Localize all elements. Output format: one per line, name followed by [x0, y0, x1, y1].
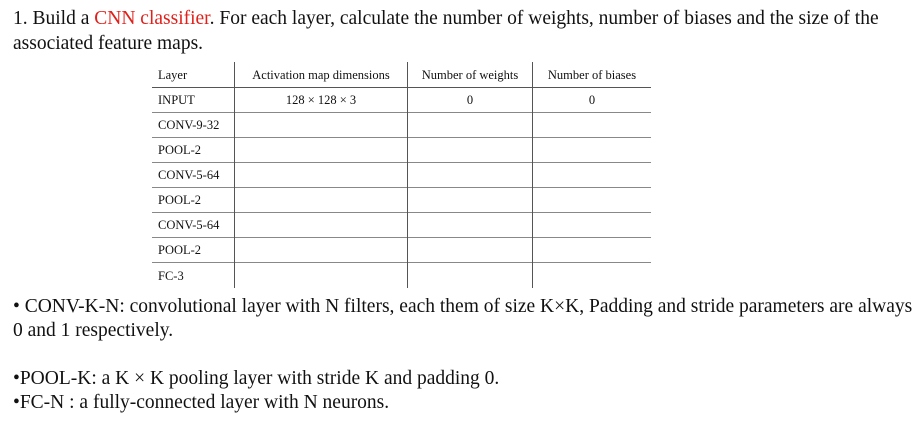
cell-weights — [408, 188, 533, 213]
header-biases: Number of biases — [533, 62, 652, 88]
cell-weights — [408, 163, 533, 188]
table-row — [152, 113, 651, 138]
cell-biases — [533, 163, 652, 188]
cell-weights — [408, 263, 533, 289]
cell-activation — [235, 213, 408, 238]
table-row — [152, 138, 651, 163]
header-layer: Layer — [158, 67, 188, 82]
question-suffix: . For each layer, calculate the number of weights, number of biases and the size of the associated feature maps. — [13, 8, 879, 54]
cell-layer: FC-3 — [158, 268, 184, 283]
cell-weights: 0 — [408, 88, 533, 113]
table-row — [152, 188, 651, 213]
header-activation: Activation map dimensions — [235, 62, 408, 88]
question-prefix: 1. Build a — [13, 8, 95, 29]
cell-biases: 0 — [533, 88, 652, 113]
notes-section — [13, 295, 918, 415]
cell-activation — [235, 138, 408, 163]
cell-activation: 128 × 128 × 3 — [235, 88, 408, 113]
cell-activation — [235, 163, 408, 188]
note-fc: •FC-N : a fully-connected layer with N neurons. — [13, 392, 390, 413]
cell-activation — [235, 188, 408, 213]
header-weights: Number of weights — [408, 62, 533, 88]
table-row — [152, 88, 651, 113]
cell-biases — [533, 213, 652, 238]
cell-activation — [235, 113, 408, 138]
cell-weights — [408, 213, 533, 238]
layer-table — [152, 62, 651, 288]
cell-layer: POOL-2 — [158, 143, 202, 157]
note-conv: • CONV-K-N: convolutional layer with N filters, each them of size K×K, Padding and stride parameters are always 0 and 1 respectively. — [13, 296, 913, 341]
cell-biases — [533, 238, 652, 263]
cell-layer: CONV-5-64 — [158, 168, 220, 182]
cell-biases — [533, 188, 652, 213]
cell-weights — [408, 138, 533, 163]
cell-biases — [533, 113, 652, 138]
cell-weights — [408, 238, 533, 263]
table-row — [152, 263, 651, 289]
cell-activation — [235, 263, 408, 289]
cell-activation — [235, 238, 408, 263]
cell-layer: POOL-2 — [158, 193, 202, 207]
cell-layer: CONV-9-32 — [158, 118, 220, 132]
table-row — [152, 238, 651, 263]
cell-weights — [408, 113, 533, 138]
question-highlight: CNN classifier — [94, 8, 210, 29]
cell-layer: INPUT — [158, 93, 195, 107]
cell-layer: POOL-2 — [158, 243, 202, 257]
table-header-row — [152, 62, 651, 88]
cell-layer: CONV-5-64 — [158, 218, 220, 232]
table-row — [152, 163, 651, 188]
cell-biases — [533, 138, 652, 163]
cell-biases — [533, 263, 652, 289]
table-row — [152, 213, 651, 238]
question-text — [13, 6, 913, 56]
note-pool: •POOL-K: a K × K pooling layer with stride K and padding 0. — [13, 368, 500, 389]
